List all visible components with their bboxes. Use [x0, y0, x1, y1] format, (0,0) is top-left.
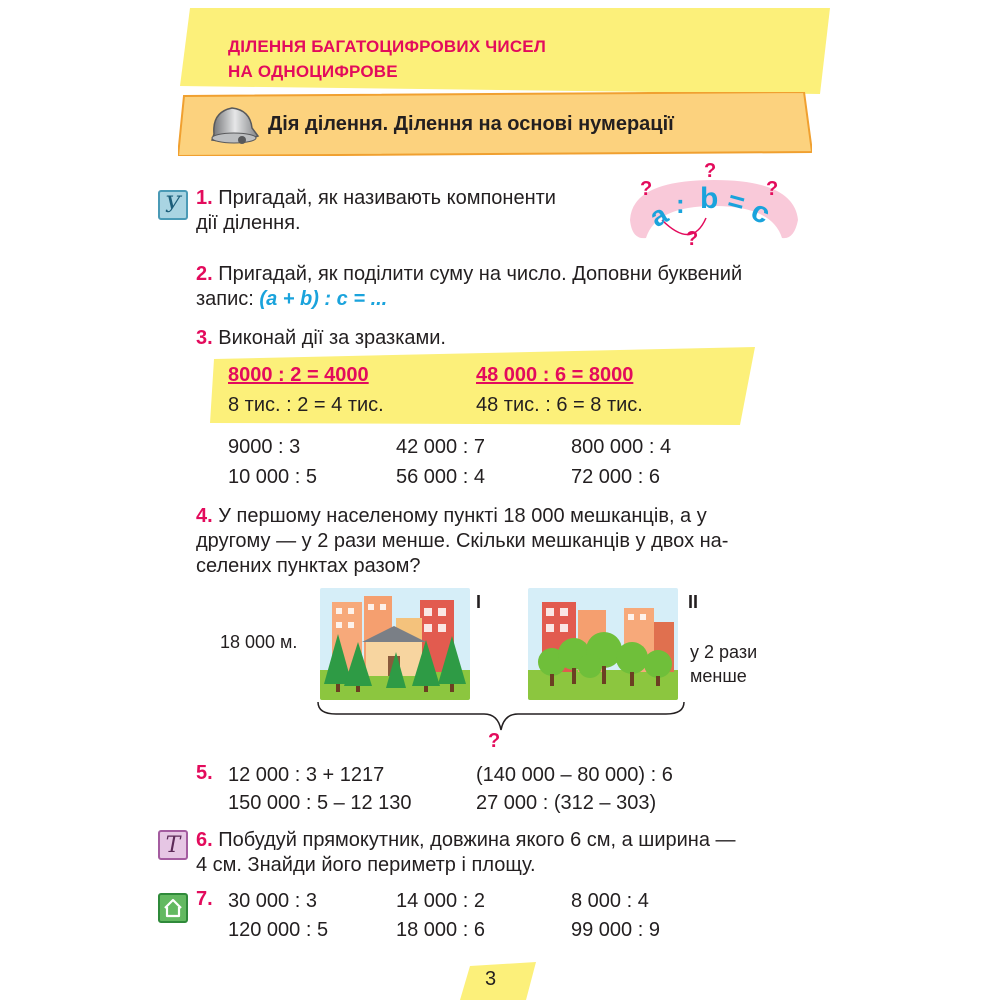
task7-r2c2: 18 000 : 6: [396, 919, 485, 941]
town-label-II: II: [688, 592, 699, 612]
task1-number: 1.: [196, 187, 213, 209]
task4-right-label-line1: у 2 рази: [690, 642, 758, 662]
task3-r2c1: 10 000 : 5: [228, 466, 317, 488]
task4-line3: селених пунктах разом?: [196, 555, 421, 577]
bubble-c: c: [746, 194, 776, 232]
oral-task-icon: У: [158, 190, 188, 220]
task2-line2-prefix: запис:: [196, 288, 260, 310]
task2-formula: (a + b) : c = ...: [259, 288, 388, 310]
task4-number: 4.: [196, 505, 213, 527]
task5-r2c1: 150 000 : 5 – 12 130: [228, 792, 412, 814]
task3-r2c2: 56 000 : 4: [396, 466, 485, 488]
task4-line2: другому — у 2 рази менше. Скільки мешканців у двох на-: [196, 530, 729, 552]
task4-right-label-line2: менше: [690, 666, 747, 686]
bubble-question-b: ?: [704, 160, 717, 182]
task3-r1c2: 42 000 : 7: [396, 436, 485, 458]
sample-1-bottom: 8 тис. : 2 = 4 тис.: [228, 394, 384, 416]
task1: [196, 186, 616, 236]
sample-2-top: 48 000 : 6 = 8000: [476, 364, 634, 386]
task6-line2: 4 см. Знайди його периметр і площу.: [196, 854, 536, 876]
task7-r1c2: 14 000 : 2: [396, 890, 485, 912]
town-picture-2: [528, 588, 678, 700]
task5-r1c2: (140 000 – 80 000) : 6: [476, 764, 673, 786]
town-picture-1: [320, 588, 470, 700]
topic-title-line2: НА ОДНОЦИФРОВЕ: [228, 62, 398, 81]
topic-title: [228, 34, 546, 84]
bubble-equals: =: [724, 184, 749, 219]
task5-r2c2: 27 000 : (312 – 303): [476, 792, 657, 814]
topic-title-line1: ДІЛЕННЯ БАГАТОЦИФРОВИХ ЧИСЕЛ: [228, 37, 546, 56]
house-icon-glyph: [162, 897, 184, 919]
task7-r2c3: 99 000 : 9: [571, 919, 660, 941]
sample-1-top: 8000 : 2 = 4000: [228, 364, 369, 386]
task7-r2c1: 120 000 : 5: [228, 919, 329, 941]
lesson-title: Дія ділення. Ділення на основі нумерації: [268, 113, 674, 135]
task4-line1: У першому населеному пункті 18 000 мешканців, а у: [218, 505, 707, 527]
bubble-b: b: [700, 182, 719, 215]
bell-icon: [206, 98, 262, 146]
sample-2-bottom: 48 тис. : 6 = 8 тис.: [476, 394, 643, 416]
curly-brace: [316, 700, 686, 734]
task3-number: 3.: [196, 327, 213, 349]
task1-line1: Пригадай, як називають компоненти: [218, 187, 556, 209]
task7-r1c1: 30 000 : 3: [228, 890, 317, 912]
task4: [196, 504, 796, 579]
sample-2: [476, 360, 643, 420]
town-label-I: I: [476, 592, 482, 612]
task2: [196, 262, 806, 312]
task4-right-label: [690, 640, 757, 688]
task6-number: 6.: [196, 829, 213, 851]
bubble-question-c: ?: [766, 178, 779, 200]
task6-line1: Побудуй прямокутник, довжина якого 6 см, а ширина —: [218, 829, 736, 851]
creative-task-icon: Т: [158, 830, 188, 860]
task3-r1c3: 800 000 : 4: [571, 436, 672, 458]
bubble-question-op: ?: [686, 228, 699, 250]
bubble-question-a: ?: [640, 178, 653, 200]
task2-line1: Пригадай, як поділити суму на число. Доповни буквений: [218, 263, 743, 285]
task5-number: 5.: [196, 762, 213, 784]
task4-question-mark: ?: [488, 730, 501, 752]
task7-r1c3: 8 000 : 4: [571, 890, 649, 912]
task3-text: Виконай дії за зразками.: [218, 327, 446, 349]
task5-r1c1: 12 000 : 3 + 1217: [228, 764, 385, 786]
task6: [196, 828, 806, 878]
bubble-a: a: [644, 198, 674, 233]
task2-number: 2.: [196, 263, 213, 285]
task1-line2: дії ділення.: [196, 212, 301, 234]
task3-r1c1: 9000 : 3: [228, 436, 301, 458]
task7-number: 7.: [196, 888, 213, 910]
task3-r2c3: 72 000 : 6: [571, 466, 660, 488]
page-number-tab: [460, 962, 536, 1000]
sample-1: [228, 360, 384, 420]
task4-left-label: 18 000 м.: [220, 632, 298, 652]
page-number: 3: [485, 968, 497, 990]
house-icon: [158, 893, 188, 923]
bubble-colon: :: [676, 189, 685, 219]
